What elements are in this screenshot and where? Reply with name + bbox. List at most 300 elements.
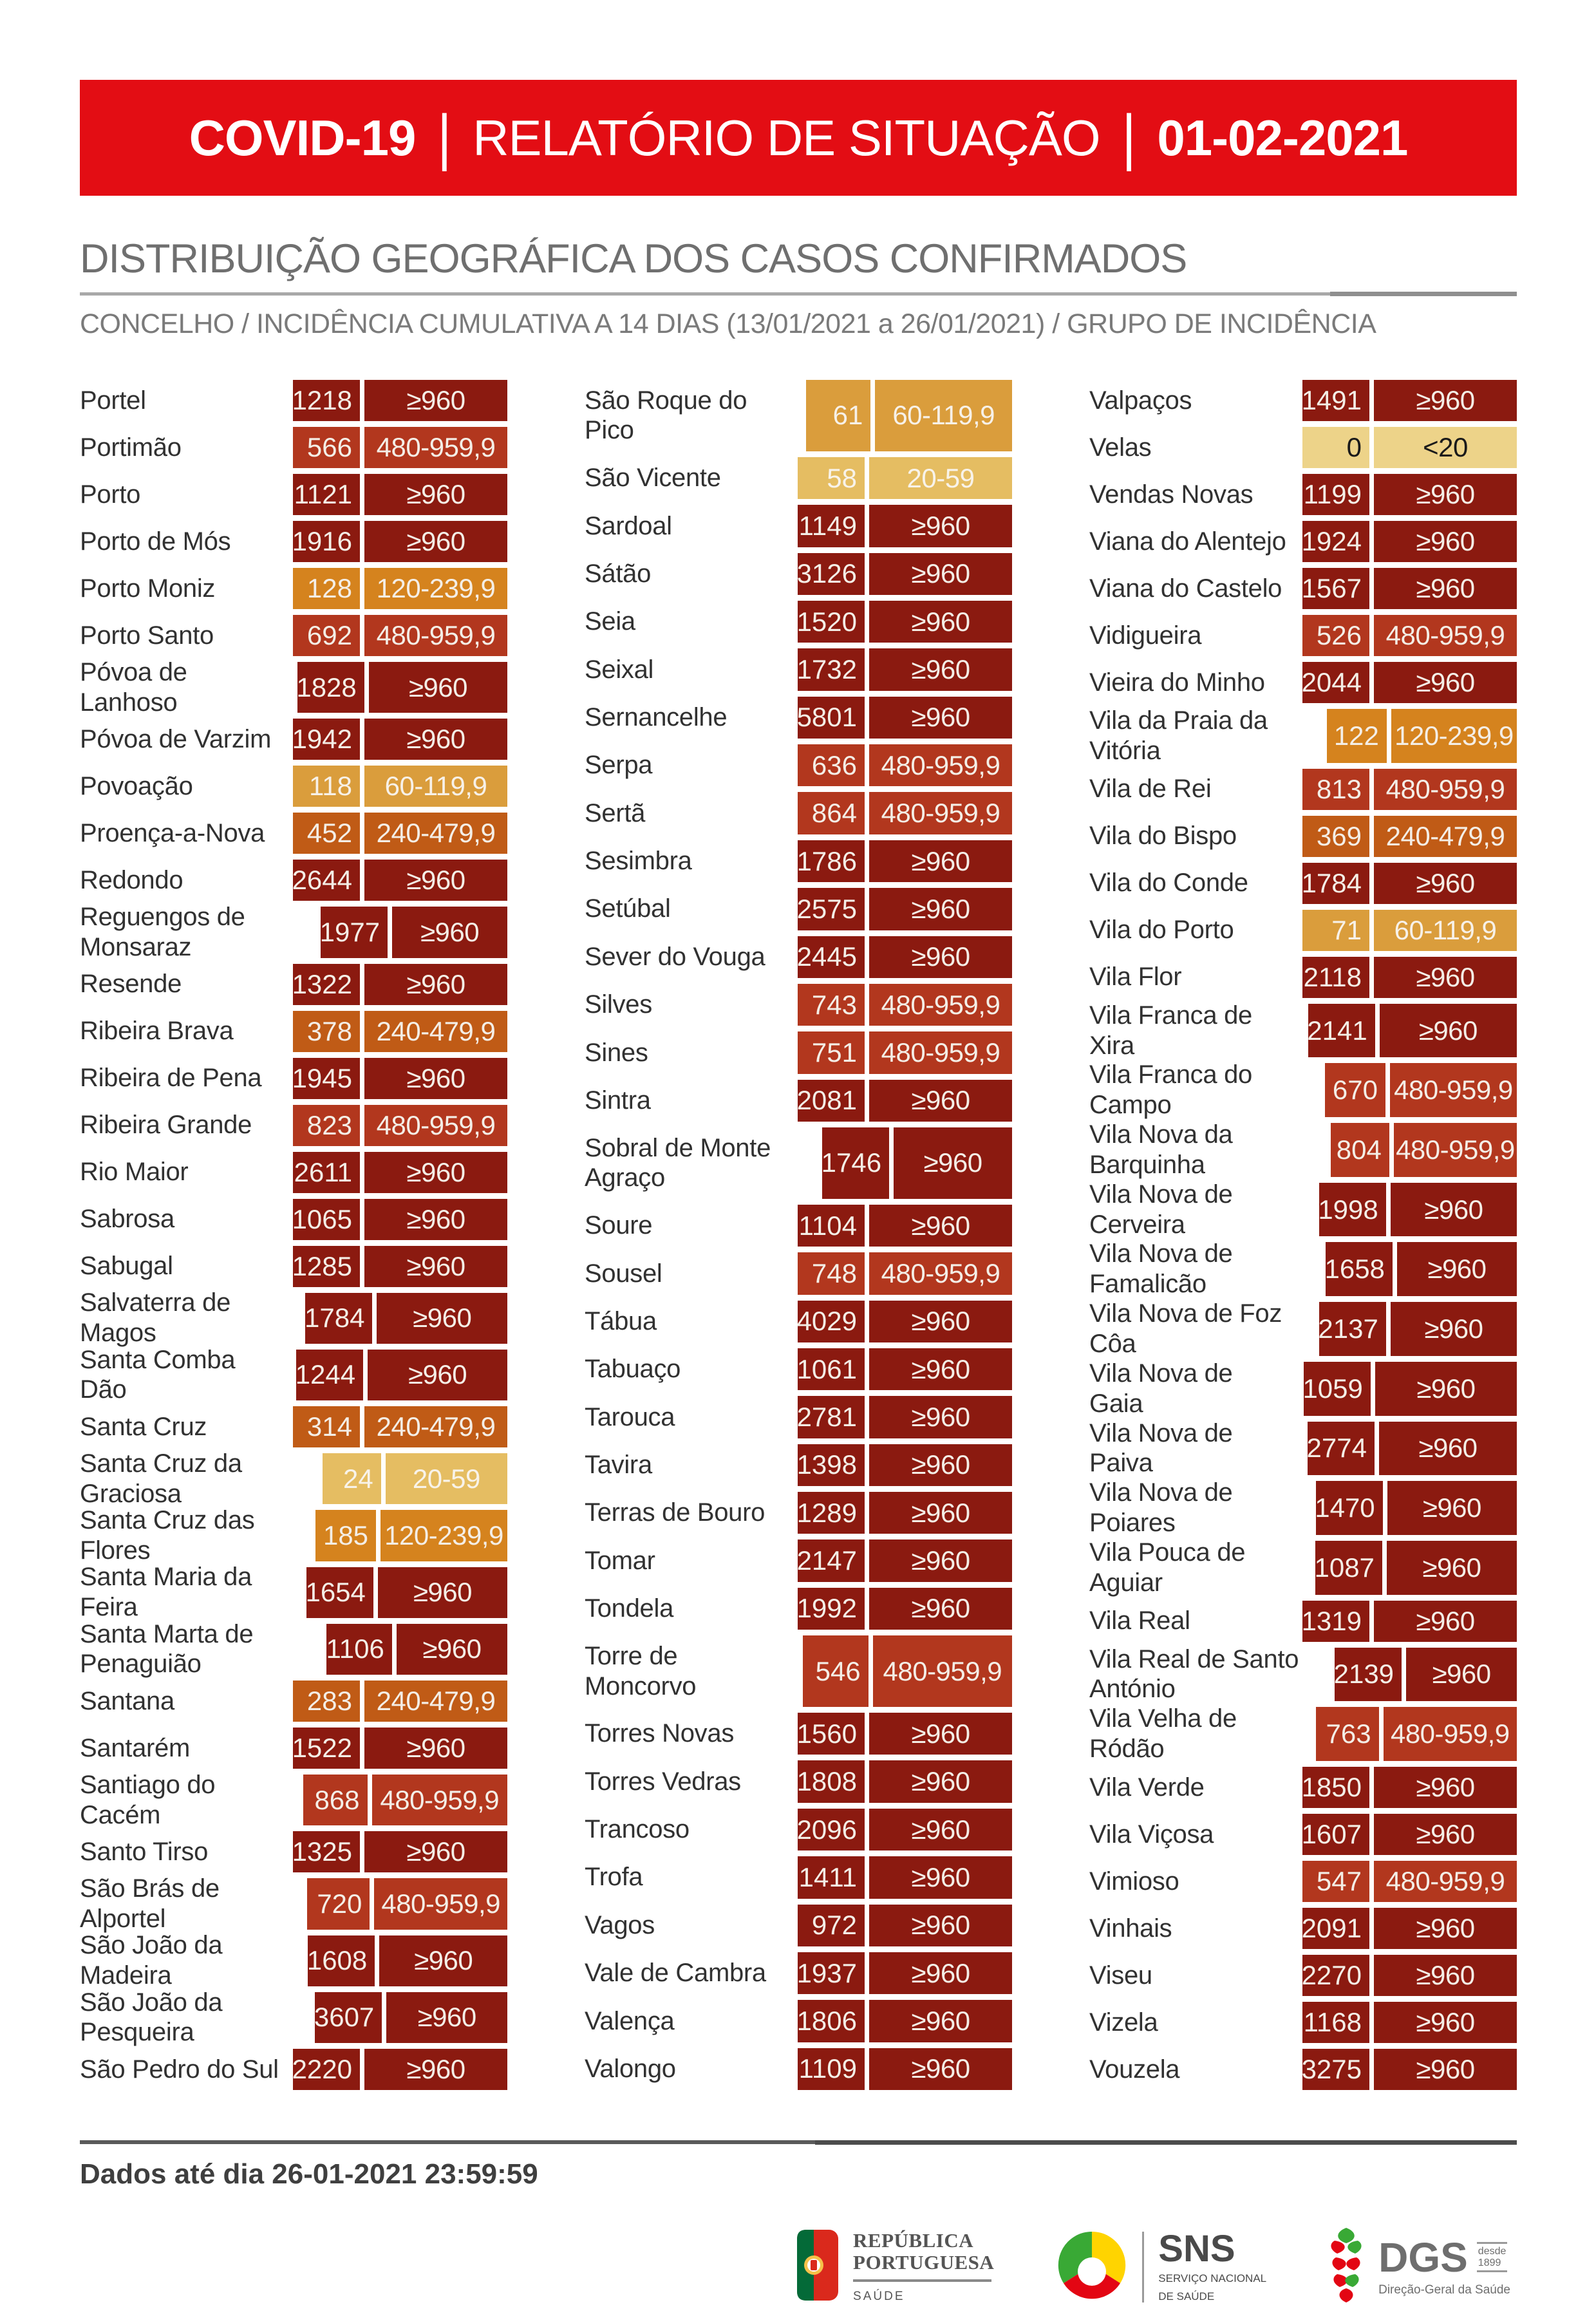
republica-line2: PORTUGUESA	[853, 2250, 995, 2274]
incidence-value: 2220	[293, 2049, 360, 2090]
municipality-name: Viana do Castelo	[1089, 574, 1282, 603]
municipality-name: São Pedro do Sul	[80, 2055, 279, 2084]
incidence-group: 480-959,9	[374, 1878, 507, 1929]
municipality-name: Proença-a-Nova	[80, 818, 265, 847]
incidence-value: 1977	[321, 907, 388, 957]
municipality-name: Resende	[80, 970, 182, 999]
municipality-name: Valongo	[585, 2054, 676, 2083]
incidence-group: 480-959,9	[869, 1252, 1012, 1294]
incidence-group: ≥960	[869, 2000, 1012, 2042]
incidence-group: ≥960	[364, 1199, 507, 1240]
municipality-row	[585, 936, 1012, 978]
municipality-row	[80, 964, 507, 1005]
incidence-table	[80, 380, 1517, 2090]
municipality-name: Tabuaço	[585, 1355, 681, 1384]
municipality-name: Porto de Mós	[80, 527, 231, 556]
republica-line1: REPÚBLICA	[853, 2229, 974, 2252]
incidence-value: 1942	[293, 719, 360, 760]
page-subtitle: CONCELHO / INCIDÊNCIA CUMULATIVA A 14 DIAS (13/01/2021 a 26/01/2021) / GRUPO DE INCIDÊNCIA	[80, 308, 1376, 339]
incidence-value: 1808	[798, 1760, 865, 1802]
republica-portuguesa-logo	[796, 2229, 994, 2304]
incidence-group: ≥960	[869, 553, 1012, 595]
municipality-row	[585, 792, 1012, 834]
incidence-value: 743	[798, 984, 865, 1026]
incidence-value: 2091	[1302, 1908, 1369, 1949]
municipality-name: Torre de Moncorvo	[585, 1641, 697, 1700]
municipality-name: Vila Verde	[1089, 1773, 1205, 1802]
incidence-value: 1061	[798, 1348, 865, 1390]
municipality-name: Vale de Cambra	[585, 1959, 766, 1988]
municipality-name: Vila Nova de Poiares	[1089, 1478, 1233, 1538]
sns-subtitle-line1: SERVIÇO NACIONAL	[1158, 2272, 1267, 2285]
municipality-name: Vila da Praia da Vitória	[1089, 706, 1268, 765]
incidence-value: 2139	[1335, 1648, 1402, 1702]
incidence-value: 1850	[1302, 1767, 1369, 1808]
incidence-group: ≥960	[1374, 380, 1517, 421]
municipality-row	[585, 697, 1012, 739]
municipality-name: Sintra	[585, 1086, 651, 1115]
incidence-group: ≥960	[869, 1080, 1012, 1122]
incidence-group: ≥960	[1374, 2002, 1517, 2043]
municipality-row	[585, 1031, 1012, 1073]
incidence-value: 1806	[798, 2000, 865, 2042]
municipality-name: Vila Nova de Cerveira	[1089, 1180, 1233, 1239]
municipality-name: Tondela	[585, 1594, 674, 1623]
incidence-group: 480-959,9	[869, 984, 1012, 1026]
incidence-group: ≥960	[1387, 1541, 1517, 1595]
municipality-row	[1089, 568, 1517, 609]
municipality-row	[1089, 706, 1517, 765]
incidence-group: 480-959,9	[873, 1635, 1012, 1707]
municipality-row	[80, 1931, 507, 1990]
municipality-name: Vila Franca de Xira	[1089, 1001, 1252, 1060]
municipality-name: Reguengos de Monsaraz	[80, 903, 245, 961]
municipality-name: Santarém	[80, 1733, 191, 1762]
incidence-value: 3126	[798, 553, 865, 595]
municipality-row	[1089, 769, 1517, 810]
incidence-group: ≥960	[1391, 1302, 1517, 1356]
incidence-group: 240-479,9	[364, 1011, 507, 1052]
municipality-row	[1089, 1299, 1517, 1358]
incidence-group: 480-959,9	[1384, 1707, 1517, 1761]
municipality-row	[80, 474, 507, 515]
incidence-group: ≥960	[869, 1205, 1012, 1247]
municipality-name: Vila Flor	[1089, 963, 1182, 992]
incidence-value: 748	[798, 1252, 865, 1294]
municipality-name: São Roque do Pico	[585, 386, 747, 445]
incidence-group: 480-959,9	[372, 1775, 507, 1825]
incidence-group: ≥960	[869, 1713, 1012, 1755]
incidence-value: 1945	[293, 1058, 360, 1099]
incidence-value: 369	[1302, 816, 1369, 857]
municipality-name: Santa Cruz das Flores	[80, 1506, 255, 1565]
municipality-name: Seixal	[585, 655, 654, 684]
incidence-value: 763	[1316, 1707, 1379, 1761]
municipality-name: Povoação	[80, 771, 193, 800]
municipality-row	[585, 1905, 1012, 1946]
incidence-value: 2781	[798, 1396, 865, 1438]
incidence-value: 2445	[798, 936, 865, 978]
incidence-value: 1087	[1315, 1541, 1382, 1595]
municipality-row	[80, 860, 507, 901]
municipality-name: Valença	[585, 2006, 675, 2035]
municipality-row	[585, 1588, 1012, 1630]
sns-wordmark: SNS	[1158, 2228, 1235, 2270]
incidence-value: 1322	[293, 964, 360, 1005]
incidence-group: ≥960	[1374, 662, 1517, 703]
municipality-row	[1089, 1120, 1517, 1179]
incidence-group: 480-959,9	[1374, 615, 1517, 656]
incidence-value: 720	[307, 1878, 370, 1929]
municipality-row	[585, 1635, 1012, 1707]
incidence-value: 3275	[1302, 2049, 1369, 2090]
municipality-row	[585, 888, 1012, 930]
incidence-group: ≥960	[364, 2049, 507, 2090]
municipality-name: Viana do Alentejo	[1089, 527, 1286, 556]
municipality-row	[1089, 615, 1517, 656]
incidence-value: 1522	[293, 1728, 360, 1769]
municipality-name: Santana	[80, 1686, 174, 1715]
title-divider-accent	[1330, 292, 1517, 296]
municipality-name: Vila Viçosa	[1089, 1820, 1214, 1849]
municipality-name: Ribeira de Pena	[80, 1064, 262, 1093]
municipality-row	[80, 1874, 507, 1933]
incidence-group: ≥960	[1374, 1767, 1517, 1808]
dgs-year-label: 1899	[1478, 2257, 1501, 2268]
incidence-group: ≥960	[869, 1444, 1012, 1486]
incidence-value: 1109	[798, 2048, 865, 2090]
incidence-value: 1916	[293, 521, 360, 562]
municipality-name: Vizela	[1089, 2008, 1158, 2037]
incidence-value: 1608	[308, 1935, 375, 1986]
municipality-row	[80, 1449, 507, 1508]
municipality-name: Vouzela	[1089, 2055, 1180, 2084]
incidence-group: ≥960	[1374, 2049, 1517, 2090]
dgs-subtitle: Direção-Geral da Saúde	[1378, 2283, 1510, 2297]
municipality-name: Valpaços	[1089, 386, 1192, 415]
incidence-value: 1199	[1302, 474, 1369, 515]
incidence-value: 1149	[798, 505, 865, 547]
municipality-row	[585, 744, 1012, 786]
incidence-group: ≥960	[364, 964, 507, 1005]
incidence-value: 2270	[1302, 1955, 1369, 1996]
incidence-group: ≥960	[869, 1301, 1012, 1342]
incidence-group: 120-239,9	[1391, 709, 1517, 763]
sns-logo	[1056, 2229, 1266, 2304]
banner-separator: |	[437, 101, 451, 171]
incidence-group: ≥960	[364, 860, 507, 901]
dgs-desde-label: desde	[1478, 2245, 1507, 2257]
municipality-row	[1089, 1418, 1517, 1478]
municipality-name: Portel	[80, 386, 146, 415]
incidence-group: ≥960	[1380, 1004, 1517, 1058]
incidence-group: ≥960	[869, 1760, 1012, 1802]
municipality-row	[80, 1831, 507, 1872]
incidence-value: 1784	[1302, 863, 1369, 904]
municipality-row	[80, 1406, 507, 1447]
incidence-group: ≥960	[1374, 1908, 1517, 1949]
incidence-value: 378	[293, 1011, 360, 1052]
incidence-group: ≥960	[364, 1246, 507, 1287]
municipality-row	[80, 615, 507, 656]
municipality-name: Sátão	[585, 559, 652, 588]
incidence-value: 546	[803, 1635, 868, 1707]
incidence-value: 1104	[798, 1205, 865, 1247]
municipality-name: Póvoa de Varzim	[80, 724, 272, 753]
incidence-value: 1285	[293, 1246, 360, 1287]
municipality-name: Silves	[585, 990, 652, 1019]
municipality-name: Vila de Rei	[1089, 775, 1212, 804]
municipality-name: Porto Moniz	[80, 574, 216, 603]
municipality-name: Santiago do Cacém	[80, 1770, 216, 1829]
municipality-row	[585, 553, 1012, 595]
incidence-group: 240-479,9	[364, 1406, 507, 1447]
incidence-group: ≥960	[869, 1348, 1012, 1390]
municipality-row	[80, 766, 507, 807]
sns-sphere-icon	[1056, 2229, 1128, 2304]
municipality-row	[1089, 662, 1517, 703]
incidence-group: 120-239,9	[364, 568, 507, 609]
incidence-value: 1059	[1304, 1362, 1371, 1416]
incidence-group: ≥960	[869, 601, 1012, 643]
municipality-name: Redondo	[80, 865, 183, 894]
incidence-value: 2081	[798, 1080, 865, 1122]
incidence-group: 480-959,9	[1374, 1861, 1517, 1902]
municipality-row	[585, 1540, 1012, 1581]
municipality-name: Sabrosa	[80, 1205, 174, 1234]
dgs-leaves-icon	[1328, 2227, 1364, 2307]
municipality-row	[80, 521, 507, 562]
municipality-row	[1089, 380, 1517, 421]
municipality-row	[1089, 1704, 1517, 1764]
municipality-name: Tavira	[585, 1451, 652, 1480]
incidence-value: 2611	[293, 1152, 360, 1193]
incidence-value: 526	[1302, 615, 1369, 656]
municipality-row	[80, 903, 507, 961]
incidence-value: 5801	[798, 697, 865, 739]
incidence-group: ≥960	[392, 907, 507, 957]
incidence-group: ≥960	[869, 888, 1012, 930]
municipality-row	[585, 1713, 1012, 1755]
municipality-row	[80, 427, 507, 468]
incidence-value: 122	[1327, 709, 1387, 763]
municipality-row	[585, 1205, 1012, 1247]
municipality-row	[585, 1396, 1012, 1438]
footer-logos	[80, 2227, 1517, 2307]
municipality-row	[585, 1492, 1012, 1534]
incidence-value: 2774	[1308, 1422, 1375, 1476]
municipality-name: São Vicente	[585, 464, 721, 493]
incidence-group: ≥960	[377, 1293, 507, 1344]
municipality-row	[585, 505, 1012, 547]
municipality-row	[80, 1246, 507, 1287]
municipality-row	[80, 813, 507, 854]
municipality-name: Vila Nova de Famalicão	[1089, 1239, 1233, 1299]
incidence-group: 60-119,9	[364, 766, 507, 807]
municipality-name: Vimioso	[1089, 1867, 1179, 1896]
incidence-group: ≥960	[1374, 1814, 1517, 1855]
incidence-value: 2141	[1308, 1004, 1375, 1058]
incidence-value: 1560	[798, 1713, 865, 1755]
incidence-value: 1658	[1326, 1242, 1393, 1296]
municipality-name: Porto	[80, 480, 141, 509]
incidence-group: ≥960	[378, 1567, 507, 1618]
municipality-row	[1089, 1239, 1517, 1299]
republica-saude-label: SAÚDE	[853, 2289, 905, 2303]
municipality-row	[585, 1080, 1012, 1122]
incidence-group: 480-959,9	[1394, 1123, 1517, 1177]
incidence-value: 2044	[1302, 662, 1369, 703]
incidence-group: ≥960	[869, 505, 1012, 547]
incidence-value: 2644	[293, 860, 360, 901]
incidence-group: ≥960	[1397, 1242, 1517, 1296]
municipality-row	[80, 1199, 507, 1240]
incidence-value: 2137	[1319, 1302, 1386, 1356]
municipality-name: Tomar	[585, 1546, 655, 1575]
municipality-row	[1089, 1538, 1517, 1597]
republica-underline	[853, 2279, 991, 2282]
municipality-name: Vila do Porto	[1089, 916, 1234, 945]
incidence-value: 1325	[293, 1831, 360, 1872]
incidence-group: ≥960	[869, 2048, 1012, 2090]
incidence-value: 1607	[1302, 1814, 1369, 1855]
incidence-value: 1520	[798, 601, 865, 643]
municipality-name: Sobral de Monte Agraço	[585, 1133, 771, 1192]
incidence-value: 118	[293, 766, 360, 807]
municipality-name: Sines	[585, 1038, 648, 1067]
municipality-name: Trancoso	[585, 1815, 690, 1844]
sns-divider	[1142, 2232, 1144, 2302]
municipality-name: Rio Maior	[80, 1158, 189, 1187]
municipality-name: Vila Franca do Campo	[1089, 1060, 1252, 1120]
municipality-row	[585, 1952, 1012, 1994]
incidence-group: ≥960	[364, 521, 507, 562]
municipality-name: Vila do Conde	[1089, 869, 1248, 898]
incidence-group: ≥960	[869, 1809, 1012, 1850]
municipality-name: Vila Pouca de Aguiar	[1089, 1538, 1246, 1597]
incidence-value: 1319	[1302, 1601, 1369, 1642]
municipality-name: Vila Real de Santo António	[1089, 1644, 1299, 1704]
incidence-value: 1168	[1302, 2002, 1369, 2043]
incidence-value: 1470	[1316, 1481, 1383, 1535]
incidence-value: 1828	[297, 662, 364, 713]
incidence-value: 868	[303, 1775, 367, 1825]
incidence-value: 636	[798, 744, 865, 786]
incidence-group: ≥960	[1375, 1362, 1517, 1416]
table-column-2	[585, 380, 1012, 2090]
municipality-row	[80, 657, 507, 717]
incidence-group: 240-479,9	[364, 1681, 507, 1722]
incidence-value: 566	[293, 427, 360, 468]
municipality-row	[585, 1809, 1012, 1850]
municipality-name: Sertã	[585, 798, 646, 827]
municipality-row	[80, 1619, 507, 1679]
incidence-group: ≥960	[869, 1588, 1012, 1630]
incidence-group: ≥960	[368, 1350, 507, 1400]
incidence-value: 804	[1331, 1123, 1389, 1177]
municipality-row	[585, 1127, 1012, 1199]
municipality-row	[80, 1288, 507, 1348]
incidence-group: ≥960	[364, 474, 507, 515]
municipality-row	[80, 1988, 507, 2047]
municipality-row	[80, 1681, 507, 1722]
incidence-value: 283	[293, 1681, 360, 1722]
incidence-value: 1065	[293, 1199, 360, 1240]
municipality-row	[1089, 1908, 1517, 1949]
incidence-group: ≥960	[869, 1492, 1012, 1534]
incidence-value: 2118	[1302, 957, 1369, 998]
incidence-value: 58	[798, 457, 865, 499]
municipality-row	[1089, 1767, 1517, 1808]
incidence-group: ≥960	[1374, 1601, 1517, 1642]
title-divider	[80, 292, 1517, 296]
footer-divider	[80, 2140, 1517, 2144]
incidence-group: 120-239,9	[380, 1510, 507, 1561]
incidence-group: ≥960	[369, 662, 507, 713]
municipality-row	[1089, 1814, 1517, 1855]
municipality-row	[585, 1301, 1012, 1342]
municipality-row	[585, 1856, 1012, 1898]
incidence-group: 240-479,9	[364, 813, 507, 854]
municipality-name: Vila Nova de Gaia	[1089, 1359, 1233, 1418]
municipality-row	[585, 984, 1012, 1026]
municipality-row	[1089, 427, 1517, 468]
municipality-name: Vila Nova de Foz Côa	[1089, 1299, 1282, 1358]
municipality-row	[1089, 1001, 1517, 1060]
municipality-name: Tábua	[585, 1306, 657, 1335]
incidence-group: ≥960	[1374, 1955, 1517, 1996]
incidence-group: ≥960	[397, 1624, 507, 1675]
incidence-group: ≥960	[869, 1952, 1012, 1994]
report-banner	[80, 80, 1517, 196]
municipality-name: Santo Tirso	[80, 1837, 209, 1866]
incidence-group: 480-959,9	[364, 427, 507, 468]
banner-report-name: RELATÓRIO DE SITUAÇÃO	[473, 109, 1100, 166]
incidence-group: ≥960	[1374, 957, 1517, 998]
municipality-name: Portimão	[80, 433, 182, 462]
municipality-row	[80, 1506, 507, 1565]
incidence-value: 1654	[306, 1567, 373, 1618]
municipality-name: Vila Nova de Paiva	[1089, 1418, 1233, 1478]
banner-app-title: COVID-19	[189, 109, 416, 166]
table-column-1	[80, 380, 507, 2090]
table-column-3	[1089, 380, 1517, 2090]
incidence-value: 751	[798, 1031, 865, 1073]
municipality-name: Serpa	[585, 751, 653, 780]
incidence-value: 1992	[798, 1588, 865, 1630]
incidence-value: 1998	[1319, 1183, 1386, 1237]
incidence-value: 2096	[798, 1809, 865, 1850]
municipality-name: Terras de Bouro	[585, 1498, 765, 1527]
municipality-row	[585, 601, 1012, 643]
incidence-group: ≥960	[364, 1058, 507, 1099]
municipality-name: Vinhais	[1089, 1914, 1172, 1943]
incidence-value: 670	[1325, 1063, 1385, 1117]
municipality-name: São Brás de Alportel	[80, 1874, 220, 1933]
municipality-row	[1089, 1601, 1517, 1642]
incidence-group: ≥960	[364, 380, 507, 421]
portugal-flag-icon	[796, 2229, 839, 2304]
incidence-group: ≥960	[1374, 863, 1517, 904]
incidence-group: 20-59	[869, 457, 1012, 499]
municipality-name: Torres Vedras	[585, 1767, 741, 1796]
incidence-group: 480-959,9	[869, 792, 1012, 834]
municipality-name: Sardoal	[585, 511, 672, 540]
incidence-value: 1121	[293, 474, 360, 515]
municipality-row	[1089, 957, 1517, 998]
municipality-row	[80, 1563, 507, 1622]
municipality-row	[80, 1770, 507, 1829]
